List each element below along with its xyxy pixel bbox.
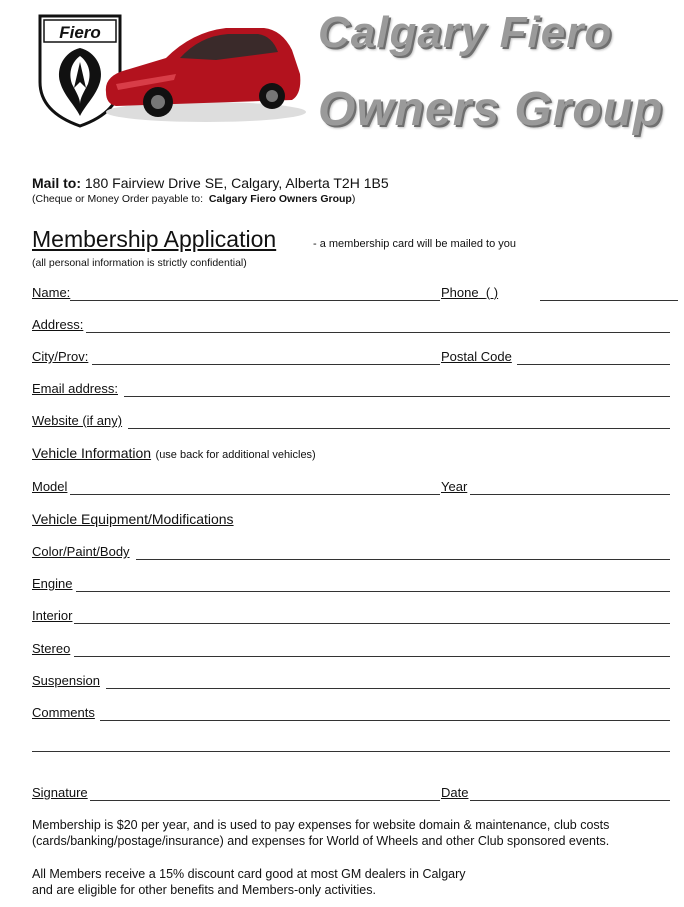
vehicle-info-note: (use back for additional vehicles) [155,449,316,461]
vehicle-info-title: Vehicle Information [32,445,152,461]
phone-parens: ( ) [485,285,499,300]
address-field[interactable] [86,332,670,333]
color-field[interactable] [136,559,670,560]
website-field[interactable] [128,428,670,429]
comments-label: Comments [32,705,95,720]
application-note: - a membership card will be mailed to you [313,238,516,250]
comments-field-line2[interactable] [32,751,670,752]
signature-label: Signature [32,785,88,800]
interior-field[interactable] [74,623,670,624]
signature-field[interactable] [90,800,440,801]
membership-fee-paragraph: Membership is $20 per year, and is used to pay expenses for website domain & maintenance, club costs (cards/banking/postage/insurance) and expenses for World of Wheels and other Club sponsored events. [32,818,610,848]
interior-label: Interior [32,608,73,623]
suspension-field[interactable] [106,688,670,689]
brand-title-line2: Owners Group [318,83,664,136]
engine-label: Engine [32,576,73,591]
cheque-prefix: (Cheque or Money Order payable to: [32,193,204,205]
engine-field[interactable] [76,591,670,592]
stereo-field[interactable] [74,656,670,657]
date-label: Date [441,785,469,800]
year-field[interactable] [470,494,670,495]
name-label: Name: [32,285,71,300]
year-label: Year [441,479,468,494]
phone-label [441,285,498,300]
model-label: Model [32,479,68,494]
car-image [96,14,306,126]
vehicle-info-heading [32,445,316,463]
cheque-suffix: ) [351,193,356,205]
phone-label-text: Phone [441,285,479,300]
color-label: Color/Paint/Body [32,544,130,559]
application-title: Membership Application [32,226,277,252]
phone-field[interactable] [540,300,678,301]
suspension-label: Suspension [32,673,100,688]
member-benefits-paragraph: All Members receive a 15% discount card good at most GM dealers in Calgary and are eligible for other benefits and Members-only activities. [32,867,466,897]
equipment-heading: Vehicle Equipment/Modifications [32,511,234,527]
city-field[interactable] [92,364,440,365]
email-label: Email address: [32,381,118,396]
model-field[interactable] [70,494,440,495]
postal-field[interactable] [517,364,670,365]
email-field[interactable] [124,396,670,397]
address-label: Address: [32,317,84,332]
logo-text: Fiero [59,23,101,42]
website-label: Website (if any) [32,413,123,428]
postal-label: Postal Code [441,349,512,364]
brand-title-line1: Calgary Fiero [318,8,613,57]
stereo-label: Stereo [32,641,71,656]
mail-address: 180 Fairview Drive SE, Calgary, Alberta T2H 1B5 [84,175,389,191]
mail-to [32,175,389,191]
mail-label: Mail to: [32,175,81,191]
payee: Calgary Fiero Owners Group [208,193,352,205]
name-field[interactable] [70,300,440,301]
date-field[interactable] [470,800,670,801]
cheque-note [32,193,355,205]
city-label: City/Prov: [32,349,89,364]
confidential-note: (all personal information is strictly confidential) [32,257,247,269]
comments-field[interactable] [100,720,670,721]
